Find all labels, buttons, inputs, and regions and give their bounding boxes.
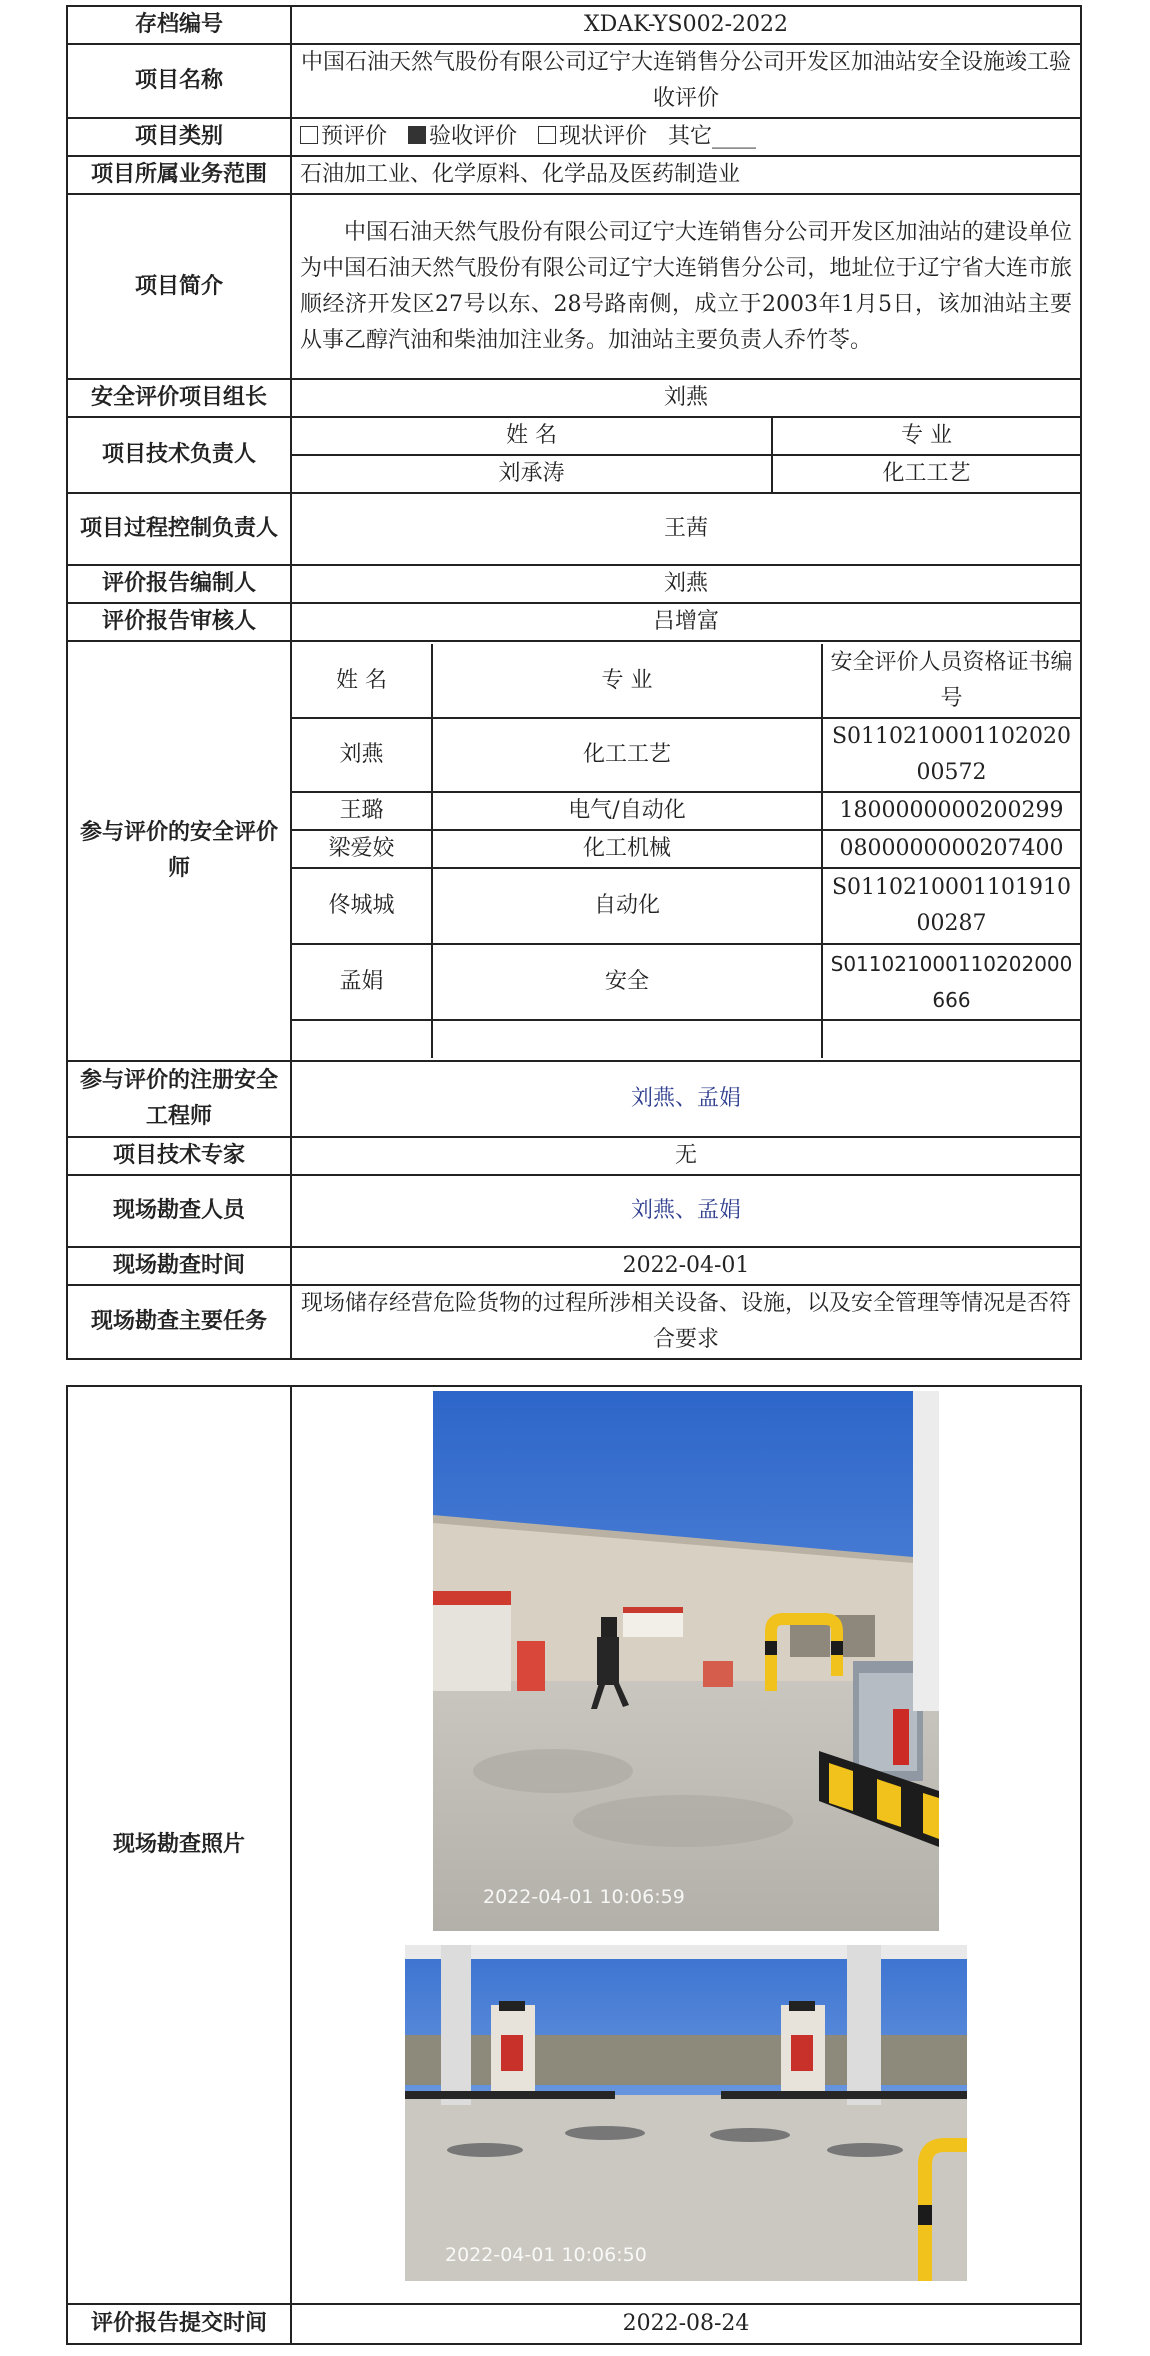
tech-lead-name-header: 姓 名 <box>292 418 772 455</box>
compiler-label: 评价报告编制人 <box>67 565 291 603</box>
empty-row <box>292 1020 1080 1058</box>
tech-lead-major-header: 专 业 <box>772 418 1080 455</box>
evaluator-cert: S011021000110191000287 <box>822 868 1080 944</box>
photos-label: 现场勘查照片 <box>67 1386 291 2304</box>
team-leader-value: 刘燕 <box>291 379 1081 417</box>
table-row <box>292 944 1080 1020</box>
survey-staff-label: 现场勘查人员 <box>67 1175 291 1247</box>
process-lead-label: 项目过程控制负责人 <box>67 493 291 565</box>
evaluator-name: 佟城城 <box>292 868 432 944</box>
survey-time-value: 2022-04-01 <box>291 1247 1081 1285</box>
evaluators-label: 参与评价的安全评价师 <box>67 641 291 1061</box>
evaluators-subtable <box>292 644 1080 1058</box>
table-row <box>292 792 1080 830</box>
evaluator-cert: S011021000110202000572 <box>822 718 1080 792</box>
project-name-label: 项目名称 <box>67 44 291 118</box>
option-other: 其它____ <box>668 124 757 149</box>
photo-2-timestamp: 2022-04-01 10:06:50 <box>445 2244 647 2266</box>
evaluator-cert: 1800000000200299 <box>822 792 1080 830</box>
checkbox-unchecked-icon <box>538 126 556 144</box>
project-type-options <box>291 118 1081 156</box>
tech-expert-value: 无 <box>291 1137 1081 1175</box>
evaluator-cert-header: 安全评价人员资格证书编号 <box>822 644 1080 718</box>
option-acceptance-eval[interactable]: 验收评价 <box>408 124 517 149</box>
reg-engineers-label: 参与评价的注册安全工程师 <box>67 1061 291 1137</box>
submit-label: 评价报告提交时间 <box>67 2304 291 2344</box>
tech-lead-cell <box>291 417 1081 493</box>
evaluator-major: 安全 <box>432 944 822 1020</box>
reviewer-label: 评价报告审核人 <box>67 603 291 641</box>
option-pre-eval[interactable]: 预评价 <box>300 124 387 149</box>
photo-table <box>66 1385 1082 2345</box>
evaluator-name-header: 姓 名 <box>292 644 432 718</box>
submit-value: 2022-08-24 <box>291 2304 1081 2344</box>
checkbox-checked-icon <box>408 126 426 144</box>
evaluator-major: 自动化 <box>432 868 822 944</box>
evaluator-major-header: 专 业 <box>432 644 822 718</box>
tech-lead-subtable <box>292 418 1080 492</box>
industry-value: 石油加工业、化学原料、化学品及医药制造业 <box>291 156 1081 194</box>
tech-expert-label: 项目技术专家 <box>67 1137 291 1175</box>
table-row <box>292 830 1080 868</box>
option-status-eval[interactable]: 现状评价 <box>538 124 647 149</box>
site-photo-2 <box>405 1945 967 2281</box>
evaluator-name: 刘燕 <box>292 718 432 792</box>
tech-lead-name: 刘承涛 <box>292 455 772 492</box>
industry-label: 项目所属业务范围 <box>67 156 291 194</box>
evaluation-info-table <box>66 5 1082 1360</box>
process-lead-value: 王茜 <box>291 493 1081 565</box>
reviewer-value: 吕增富 <box>291 603 1081 641</box>
archive-no-label: 存档编号 <box>67 6 291 44</box>
evaluator-name: 孟娟 <box>292 944 432 1020</box>
evaluator-major: 电气/自动化 <box>432 792 822 830</box>
project-name-value: 中国石油天然气股份有限公司辽宁大连销售分公司开发区加油站安全设施竣工验收评价 <box>291 44 1081 118</box>
photos-cell <box>291 1386 1081 2304</box>
reg-engineers-value: 刘燕、孟娟 <box>291 1061 1081 1137</box>
evaluator-major: 化工工艺 <box>432 718 822 792</box>
evaluator-name: 王璐 <box>292 792 432 830</box>
survey-task-value: 现场储存经营危险货物的过程所涉相关设备、设施，以及安全管理等情况是否符合要求 <box>291 1285 1081 1359</box>
evaluator-cert: S011021000110202000666 <box>822 944 1080 1020</box>
tech-lead-label: 项目技术负责人 <box>67 417 291 493</box>
site-photo-2-image <box>405 1945 967 2281</box>
site-photo-1 <box>433 1391 939 1931</box>
tech-lead-major: 化工工艺 <box>772 455 1080 492</box>
survey-staff-value: 刘燕、孟娟 <box>291 1175 1081 1247</box>
photo-1-timestamp: 2022-04-01 10:06:59 <box>483 1886 685 1908</box>
survey-task-label: 现场勘查主要任务 <box>67 1285 291 1359</box>
intro-value: 中国石油天然气股份有限公司辽宁大连销售分公司开发区加油站的建设单位为中国石油天然气股份有限公司辽宁大连销售分公司，地址位于辽宁省大连市旅顺经济开发区27号以东、28号路南侧，成立于2003年1月5日，该加油站主要从事乙醇汽油和柴油加注业务。加油站主要负责人乔竹苓。 <box>291 194 1081 379</box>
intro-label: 项目简介 <box>67 194 291 379</box>
evaluators-cell <box>291 641 1081 1061</box>
project-type-label: 项目类别 <box>67 118 291 156</box>
evaluator-cert: 0800000000207400 <box>822 830 1080 868</box>
site-photo-1-image <box>433 1391 939 1931</box>
evaluator-name: 梁爱姣 <box>292 830 432 868</box>
evaluator-major: 化工机械 <box>432 830 822 868</box>
table-row <box>292 868 1080 944</box>
survey-time-label: 现场勘查时间 <box>67 1247 291 1285</box>
table-row <box>292 718 1080 792</box>
checkbox-unchecked-icon <box>300 126 318 144</box>
team-leader-label: 安全评价项目组长 <box>67 379 291 417</box>
archive-no-value: XDAK-YS002-2022 <box>291 6 1081 44</box>
compiler-value: 刘燕 <box>291 565 1081 603</box>
